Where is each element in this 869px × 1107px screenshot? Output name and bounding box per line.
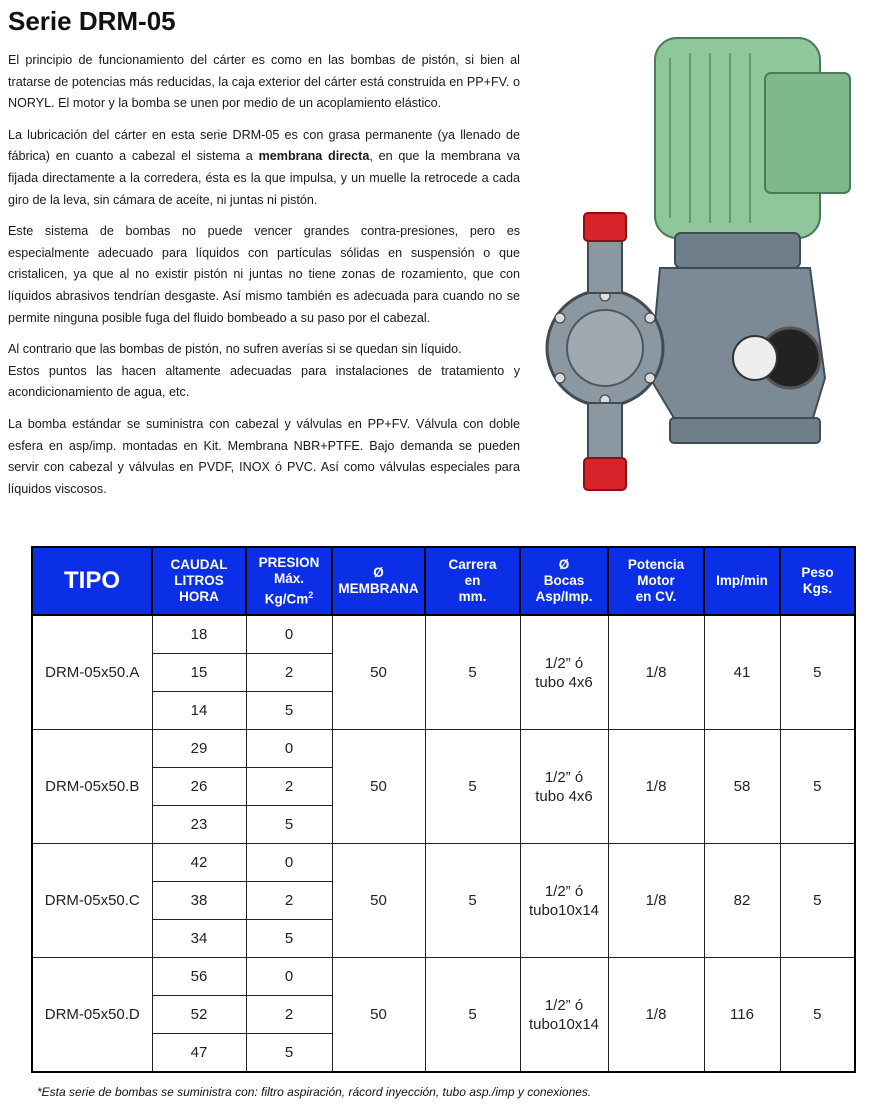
membrana-value: 50 <box>332 958 425 1073</box>
presion-value: 2 <box>246 996 332 1034</box>
imp-value: 41 <box>704 615 780 730</box>
bocas-line-2: tubo 4x6 <box>535 787 593 805</box>
paragraph-1: El principio de funcionamiento del cárter es como en las bombas de pistón, si bien al tratarse de potencias más reducidas, la caja exterior del cárter está construida en PP+FV. o NORYL. El motor y la bomba se unen por medio de un acoplamiento elástico. <box>8 53 520 111</box>
paragraph-4 <box>8 339 520 404</box>
paragraph-2 <box>8 125 520 211</box>
paragraph-4-line-1: Al contrario que las bombas de pistón, no sufren averías si se quedan sin líquido. <box>8 342 462 357</box>
bocas-line-1: 1/2” ó <box>544 996 584 1014</box>
page-title: Serie DRM-05 <box>8 6 176 36</box>
bocas-value <box>520 958 608 1073</box>
suction-valve <box>588 403 622 463</box>
imp-value: 82 <box>704 844 780 958</box>
potencia-value: 1/8 <box>608 615 704 730</box>
header-caudal: CAUDAL LITROS HORA <box>152 547 246 615</box>
caudal-value: 38 <box>152 882 246 920</box>
header-bocas: Ø Bocas Asp/Imp. <box>520 547 608 615</box>
presion-value: 0 <box>246 730 332 768</box>
caudal-value: 52 <box>152 996 246 1034</box>
paragraph-5: La bomba estándar se suministra con cabezal y válvulas en PP+FV. Válvula con doble esfera en asp/imp. montadas en Kit. Membrana NBR+PTFE. Bajo demanda se pueden servir con cabezal y válvulas en PVDF, INOX ó PVC. Así como válvulas especiales para líquidos viscosos. <box>8 416 520 496</box>
caudal-value: 26 <box>152 768 246 806</box>
table-row <box>32 958 855 996</box>
paragraph-2-start: La lubricación del cárter en esta serie DRM-05 es con grasa permanente (ya llenado de fábrica) en cuanto a cabezal el sistema a <box>8 127 520 164</box>
membrana-value: 50 <box>332 615 425 730</box>
caudal-value: 23 <box>152 806 246 844</box>
membrana-value: 50 <box>332 844 425 958</box>
table-row <box>32 615 855 654</box>
caudal-value: 15 <box>152 654 246 692</box>
peso-value: 5 <box>780 844 855 958</box>
caudal-value: 42 <box>152 844 246 882</box>
bocas-line-2: tubo10x14 <box>528 901 600 919</box>
bocas-value <box>520 615 608 730</box>
potencia-value: 1/8 <box>608 730 704 844</box>
header-peso: Peso Kgs. <box>780 547 855 615</box>
imp-value: 116 <box>704 958 780 1073</box>
header-potencia: Potencia Motor en CV. <box>608 547 704 615</box>
caudal-value: 56 <box>152 958 246 996</box>
specifications-table <box>31 546 856 1073</box>
carrera-value: 5 <box>425 730 520 844</box>
peso-value: 5 <box>780 730 855 844</box>
presion-value: 2 <box>246 654 332 692</box>
knob-scale <box>733 336 777 380</box>
carrera-value: 5 <box>425 615 520 730</box>
presion-value: 5 <box>246 920 332 958</box>
presion-value: 0 <box>246 958 332 996</box>
bocas-line-2: tubo 4x6 <box>535 673 593 691</box>
presion-value: 5 <box>246 692 332 730</box>
presion-value: 2 <box>246 882 332 920</box>
suction-cap <box>584 458 626 490</box>
paragraph-3: Este sistema de bombas no puede vencer grandes contra-presiones, pero es especialmente adecuado para líquidos con partículas sólidas en suspensión o que cristalicen, ya que al no existir pistón ni juntas no tiene zonas de rozamiento, que con líquidos abrasivos tendrían desgaste. Así mismo también es adecuada para cuando no se permite ninguna posible fuga del fluido bombeado a su paso por el cabezal. <box>8 224 520 325</box>
table-header-row <box>32 547 855 615</box>
presion-value: 0 <box>246 844 332 882</box>
presion-value: 5 <box>246 806 332 844</box>
intro-text <box>8 50 520 510</box>
model-name: DRM-05x50.D <box>32 958 152 1073</box>
header-tipo: TIPO <box>32 547 152 615</box>
model-name: DRM-05x50.B <box>32 730 152 844</box>
table-row <box>32 844 855 882</box>
potencia-value: 1/8 <box>608 958 704 1073</box>
caudal-value: 34 <box>152 920 246 958</box>
table-row <box>32 730 855 768</box>
bocas-line-1: 1/2” ó <box>544 768 584 786</box>
header-imp: Imp/min <box>704 547 780 615</box>
presion-value: 2 <box>246 768 332 806</box>
bocas-line-1: 1/2” ó <box>544 882 584 900</box>
pump-base <box>670 418 820 443</box>
bocas-value <box>520 730 608 844</box>
motor-terminal-box <box>765 73 850 193</box>
peso-value: 5 <box>780 958 855 1073</box>
header-presion: PRESION Máx. Kg/Cm$^2$ <box>246 547 332 615</box>
paragraph-2-end: , en que la membrana va fijada directamente a la corredera, ésta es la que impulsa, y un muelle la retrocede a cada giro de la leva, sin cámara de aceite, ni juntas ni pistón. <box>8 149 521 207</box>
motor-flange <box>675 233 800 268</box>
bocas-value <box>520 844 608 958</box>
bocas-line-2: tubo10x14 <box>528 1015 600 1033</box>
potencia-value: 1/8 <box>608 844 704 958</box>
model-name: DRM-05x50.C <box>32 844 152 958</box>
imp-value: 58 <box>704 730 780 844</box>
carrera-value: 5 <box>425 958 520 1073</box>
footnote: *Esta serie de bombas se suministra con: filtro aspiración, rácord inyección, tubo asp./imp y conexiones. <box>37 1085 592 1099</box>
caudal-value: 14 <box>152 692 246 730</box>
paragraph-2-bold: membrana directa <box>258 149 370 164</box>
header-membrana: Ø MEMBRANA <box>332 547 425 615</box>
presion-value: 0 <box>246 615 332 654</box>
carrera-value: 5 <box>425 844 520 958</box>
membrana-value: 50 <box>332 730 425 844</box>
caudal-value: 18 <box>152 615 246 654</box>
caudal-value: 47 <box>152 1034 246 1073</box>
pump-head-inner <box>567 310 643 386</box>
bocas-line-1: 1/2” ó <box>544 654 584 672</box>
model-name: DRM-05x50.A <box>32 615 152 730</box>
paragraph-4-line-2: Estos puntos las hacen altamente adecuadas para instalaciones de tratamiento y acondicionamiento de agua, etc. <box>8 363 520 400</box>
header-carrera: Carrera en mm. <box>425 547 520 615</box>
pump-photo <box>540 18 864 508</box>
peso-value: 5 <box>780 615 855 730</box>
caudal-value: 29 <box>152 730 246 768</box>
discharge-cap <box>584 213 626 241</box>
presion-value: 5 <box>246 1034 332 1073</box>
